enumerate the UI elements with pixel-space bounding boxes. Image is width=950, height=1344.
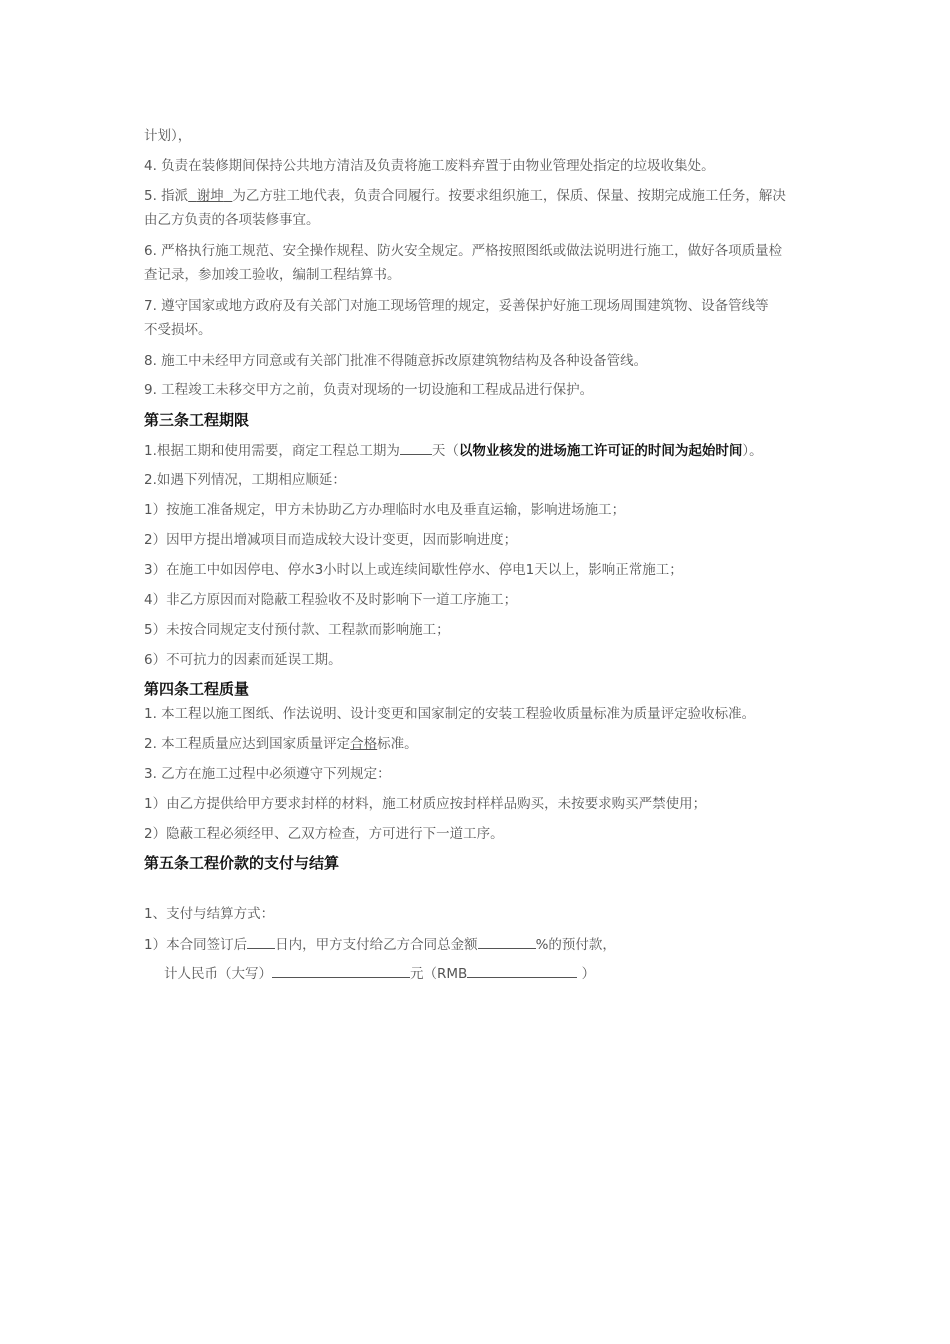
text-line: 2）隐蔽工程必须经甲、乙双方检查，方可进行下一道工序。 — [144, 826, 504, 842]
blank-underline — [400, 440, 432, 455]
blank-underline — [272, 963, 410, 978]
text-line: 3. 乙方在施工过程中必须遵守下列规定： — [144, 766, 391, 782]
section-heading-4: 第四条工程质量 — [144, 680, 250, 698]
text-line: 不受损坏。 — [144, 322, 212, 338]
blank-underline — [467, 963, 577, 978]
text-line: 2. 本工程质量应达到国家质量评定合格标准。 — [144, 736, 418, 752]
text-line: 1）由乙方提供给甲方要求封样的材料，施工材质应按封样样品购买，未按要求购买严禁使用； — [144, 796, 707, 812]
text-line: 6. 严格执行施工规范、安全操作规程、防火安全规定。严格按照图纸或做法说明进行施工，做好各项质量检 — [144, 243, 783, 259]
text-line: 1、支付与结算方式： — [144, 906, 275, 922]
section-heading-5: 第五条工程价款的支付与结算 — [144, 854, 340, 872]
text-line: 1.根据工期和使用需要，商定工程总工期为 天（以物业核发的进场施工许可证的时间为起始时间）。 — [144, 440, 763, 461]
text-line: 1）本合同签订后 日内，甲方支付给乙方合同总金额 %的预付款， — [144, 934, 616, 955]
text-line: 4）非乙方原因而对隐蔽工程验收不及时影响下一道工序施工； — [144, 592, 518, 608]
text-line: 计人民币（大写） 元（RMB ） — [164, 963, 595, 984]
text-line: 7. 遵守国家或地方政府及有关部门对施工现场管理的规定，妥善保护好施工现场周围建筑物、设备管线等 — [144, 298, 769, 314]
representative-name: 谢坤 — [196, 188, 224, 204]
text-line: 计划）， — [144, 128, 192, 144]
text-line: 查记录，参加竣工验收，编制工程结算书。 — [144, 267, 401, 283]
text-line: 4. 负责在装修期间保持公共地方清洁及负责将施工废料弃置于由物业管理处指定的垃圾收集处。 — [144, 158, 715, 174]
blank-underline — [247, 934, 275, 949]
text-line: 9. 工程竣工未移交甲方之前，负责对现场的一切设施和工程成品进行保护。 — [144, 382, 594, 398]
text-line: 3）在施工中如因停电、停水3小时以上或连续间歇性停水、停电1天以上，影响正常施工； — [144, 562, 683, 578]
text-line: 2.如遇下列情况，工期相应顺延： — [144, 472, 346, 488]
text-line: 2）因甲方提出增减项目而造成较大设计变更，因而影响进度； — [144, 532, 518, 548]
text-line: 由乙方负责的各项装修事宜。 — [144, 212, 320, 228]
text-line: 6）不可抗力的因素而延误工期。 — [144, 652, 342, 668]
section-heading-3: 第三条工程期限 — [144, 411, 250, 429]
text-line: 1）按施工准备规定，甲方未协助乙方办理临时水电及垂直运输，影响进场施工； — [144, 502, 626, 518]
text-line: 5）未按合同规定支付预付款、工程款而影响施工； — [144, 622, 450, 638]
text-line: 1. 本工程以施工图纸、作法说明、设计变更和国家制定的安装工程验收质量标准为质量评定验收标准。 — [144, 706, 756, 722]
blank-underline — [478, 934, 536, 949]
text-line: 5. 指派 谢坤 为乙方驻工地代表，负责合同履行。按要求组织施工，保质、保量、按期完成施工任务，解决 — [144, 188, 786, 204]
text-line: 8. 施工中未经甲方同意或有关部门批准不得随意拆改原建筑物结构及各种设备管线。 — [144, 353, 648, 369]
